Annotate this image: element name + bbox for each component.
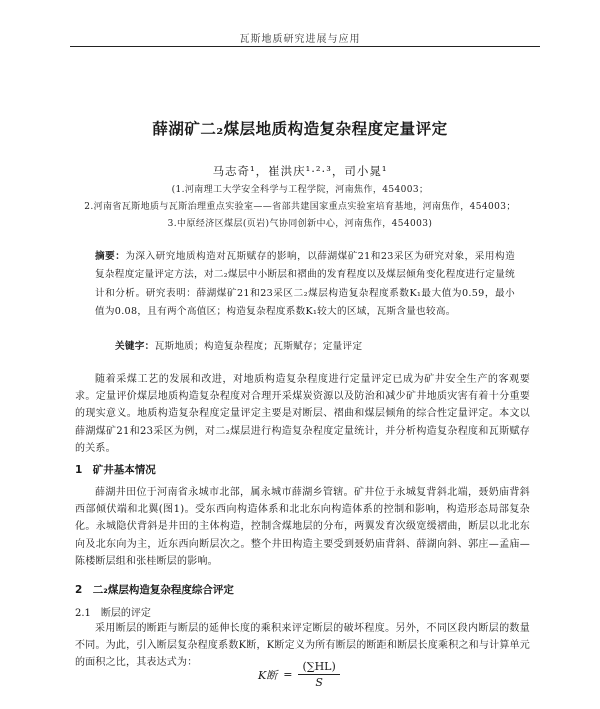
affiliation-3: 3.中原经济区煤层(页岩)气协同创新中心，河南焦作，454003) [167,219,433,229]
formula-fraction [298,660,339,689]
affiliation-1: (1.河南理工大学安全科学与工程学院，河南焦作，454003； [171,185,429,195]
formula-equals: = [283,668,293,681]
section-2-heading: 2 二₂煤层构造复杂程度综合评定 [75,584,234,596]
formula-numerator: (∑HL) [298,660,339,675]
paper-authors: 马志奇¹，崔洪庆¹·²·³，司小晁¹ [212,164,388,178]
abstract [95,248,515,322]
fault-complexity-formula [258,660,340,689]
formula-denominator: S [315,676,323,689]
subsection-2-1-heading: 2.1 断层的评定 [75,608,151,619]
header-rule [70,46,540,47]
intro-paragraph: 随着采煤工艺的发展和改进，对地质构造复杂程度进行定量评定已成为矿井安全生产的客观要求。定量评价煤层地质构造复杂程度对合理开采煤炭资源以及防治和减少矿井地质灾害有着十分重要的现实意义。地质构造复杂程度定量评定主要是对断层、褶曲和煤层倾角的综合性定量评定。本文以薛湖煤矿21和23采区为例，对二₂煤层进行构造复杂程度定量统计，并分析构造复杂程度和瓦斯赋存的关系。 [75,374,530,454]
abstract-label: 摘要： [95,251,126,262]
keywords [115,338,515,352]
section-1-heading: 1 矿井基本情况 [75,464,156,476]
abstract-text: 为深入研究地质构造对瓦斯赋存的影响，以薛湖煤矿21和23采区为研究对象，采用构造复杂程度定量评定方法，对二₂煤层中小断层和褶曲的发育程度以及煤层倾角变化程度进行定量统计和分析。研究表明：薛湖煤矿21和23采区二₂煤层构造复杂程度系数K₁最大值为0.59，最小值为0.08，且有两个高值区；构造复杂程度系数K₁较大的区域，瓦斯含量也较高。 [95,251,515,318]
keywords-label: 关键字： [115,341,155,352]
running-title: 瓦斯地质研究进展与应用 [239,34,361,45]
section-1-paragraph: 薛湖井田位于河南省永城市北部，属永城市薛湖乡管辖。矿井位于永城复背斜北端，聂奶庙背斜西部倾伏端和北翼(图1)。受东西向构造体系和北北东向构造体系的控制和影响，构造形态局部复杂化。永城隐伏背斜是井田的主体构造，控制含煤地层的分布，两翼发育次级宽缓褶曲，断层以北北东向及北东向为主，近东西向断层次之。整个井田构造主要受到聂奶庙背斜、薛湖向斜、郭庄—孟庙—陈楼断层组和张桂断层的影响。 [75,487,530,567]
keywords-text: 瓦斯地质；构造复杂程度；瓦斯赋存；定量评定 [154,341,363,352]
section-2-1-paragraph: 采用断层的断距与断层的延伸长度的乘积来评定断层的破坏程度。另外，不同区段内断层的数量不同。为此，引入断层复杂程度系数K断，K断定义为所有断层的断距和断层长度乘积之和与计算单元的面积之比，其表达式为： [75,623,530,669]
paper-title: 薛湖矿二₂煤层地质构造复杂程度定量评定 [152,119,448,138]
affiliation-2: 2.河南省瓦斯地质与瓦斯治理重点实验室——省部共建国家重点实验室培育基地，河南焦作，454003； [84,202,516,212]
formula-lhs: K断 [258,668,278,682]
